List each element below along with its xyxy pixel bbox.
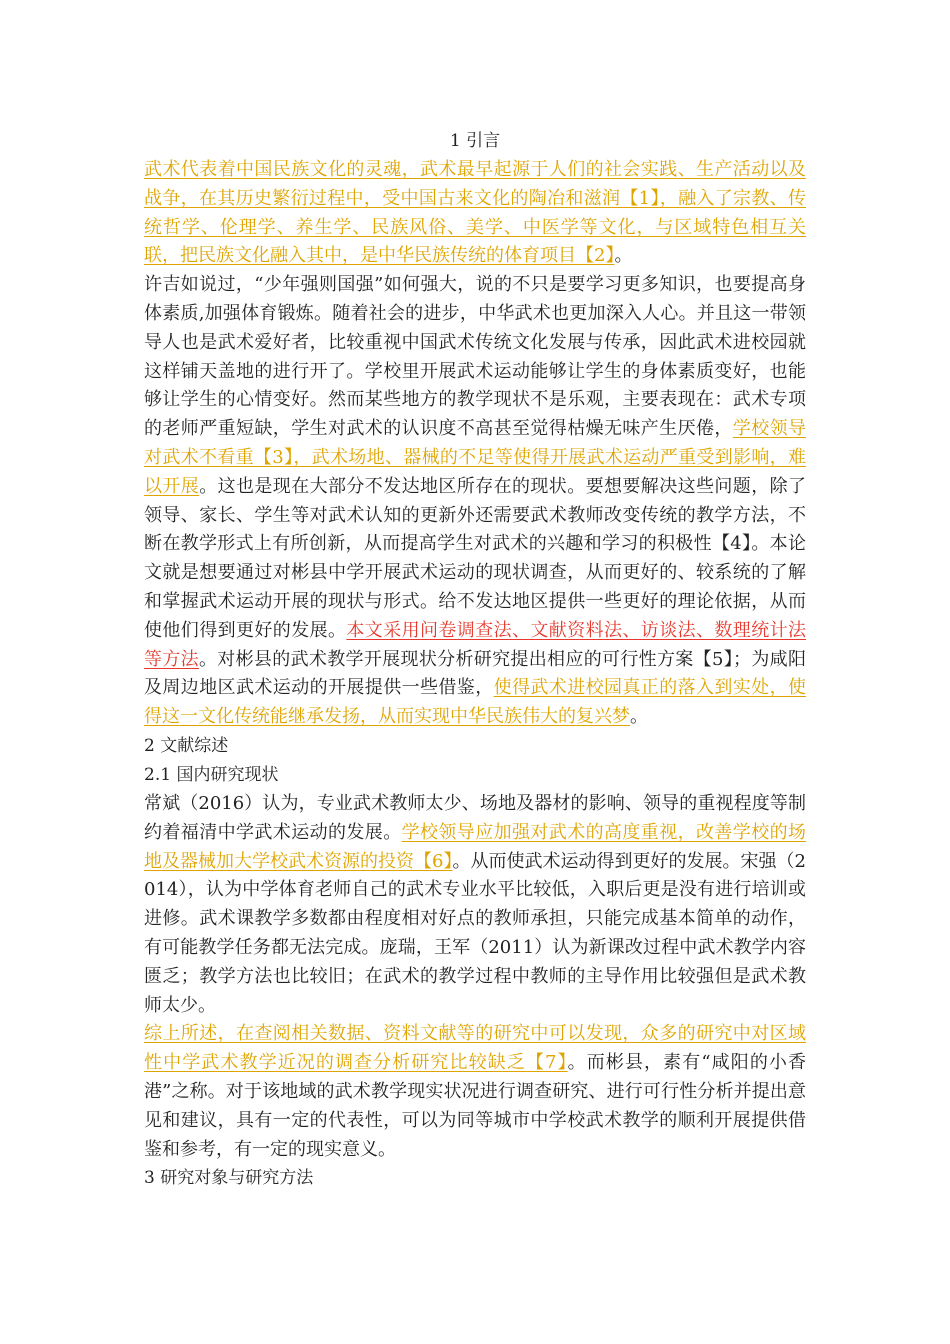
paragraph-domestic-2 [144, 1020, 806, 1164]
highlighted-text: 与区域特色相互关联，把民族文化融入其中，是中华民族传统的体育项目【2】 [144, 216, 807, 267]
document-page [144, 126, 806, 1193]
text-run: 。对彬县的武术教学开展现状分析研究提出相应的可行性方案【5】；为咸阳及周边地区武术运动的开展提供一些借鉴， [144, 648, 807, 699]
text-run: 常斌（2016）认为，专业武术教师太少、场地及器材的影响、领导的重视程度等制约着福清中学武术运动的发展。 [144, 792, 806, 843]
section-title-literature: 2 文献综述 [144, 735, 229, 756]
highlighted-text: 学校领导应加强对武术的高度重视，改善学校的场地及器械加大学校武术资源的投资【6】 [144, 821, 807, 872]
paragraph-intro-2 [144, 271, 806, 732]
highlighted-text: 受中国古来文化的陶冶和滋润【1】，融入了宗教、传统哲学、伦理学、养生学、民族风俗、美学、中医学等文化， [144, 187, 806, 238]
text-run: 许吉如说过，“少年强则国强”如何强大，说的不只是要学习更多知识，也要提高身体素质,加强体育锻炼。随着社会的进步，中华武术也更加深入人心。并且这一带领导人也是武术爱好者，比较重视中国武术传统文化发展与传承，因此武术进校园就这样铺天盖地的进行开了。学校里开展武术运动能够让学生的身体素质变好，也能够让学生的心情变好。然而某些地方的教学现状不是乐观，主要表现在：武术专项的老师严重短缺，学生对武术的认识度不高甚至觉得枯燥无味产生厌倦， [144, 274, 806, 440]
highlighted-text: 使得武术进校园真正的落入到实处，使得这一文化传统能继承发扬，从而实现中华民族伟大的复兴梦 [144, 677, 807, 728]
highlighted-text-red: 本文采用问卷调查法、文献资料法、访谈法、数理统计法等方法 [144, 619, 807, 670]
section-title-method: 3 研究对象与研究方法 [144, 1168, 314, 1189]
text-run: 。而彬县，素有“咸阳的小香港”之称。对于该地域的武术教学现实状况进行调查研究、进行可行性分析并提出意见和建议，具有一定的代表性，可以为同等城市中学校武术教学的顺利开展提供借鉴和参考，有一定的现实意义。 [144, 1052, 807, 1160]
highlighted-text: 综上所述，在查阅相关数据、资料文献等的研究中可以发现，众多的研究中对区域性中学武术教学近况的调查分析研究比较缺乏【7】 [144, 1023, 806, 1074]
section-title-introduction: 1 引言 [449, 131, 501, 151]
subsection-title-domestic: 2.1 国内研究现状 [144, 764, 279, 785]
paragraph-intro-1 [144, 156, 806, 271]
text-run: 。这也是现在大部分不发达地区所存在的现状。要想要解决这些问题，除了领导、家长、学生等对武术认知的更新外还需要武术教师改变传统的教学方法，不断在教学形式上有所创新，从而提高学生对武术的兴趣和学习的积极性【4】。本论文就是想要通过对彬县中学开展武术运动的现状调查，从而更好的、较系统的了解和掌握武术运动开展的现状与形式。给不发达地区提供一些更好的理论依据，从而使他们得到更好的发展。 [144, 475, 806, 641]
highlighted-text: 学校领导对武术不看重【3】，武术场地、器械的不足等使得开展武术运动严重受到影响，难以开展 [144, 418, 806, 497]
text-run: 。 [614, 245, 633, 267]
paragraph-domestic-1 [144, 790, 806, 1020]
highlighted-text: 武术代表着中国民族文化的灵魂，武术最早起源于人们的社会实践、生产活动以及战争，在其历史繁衍过程中， [144, 159, 806, 209]
text-run: 。从而使武术运动得到更好的发展。宋强（2014），认为中学体育老师自己的武术专业水平比较低，入职后更是没有进行培训或进修。武术课教学多数都由程度相对好点的教师承担，只能完成基本简单的动作，有可能教学任务都无法完成。庞瑞，王军（2011）认为新课改过程中武术教学内容匮乏；教学方法也比较旧；在武术的教学过程中教师的主导作用比较强但是武术教师太少。 [144, 850, 806, 1016]
text-run: 。 [630, 706, 648, 728]
